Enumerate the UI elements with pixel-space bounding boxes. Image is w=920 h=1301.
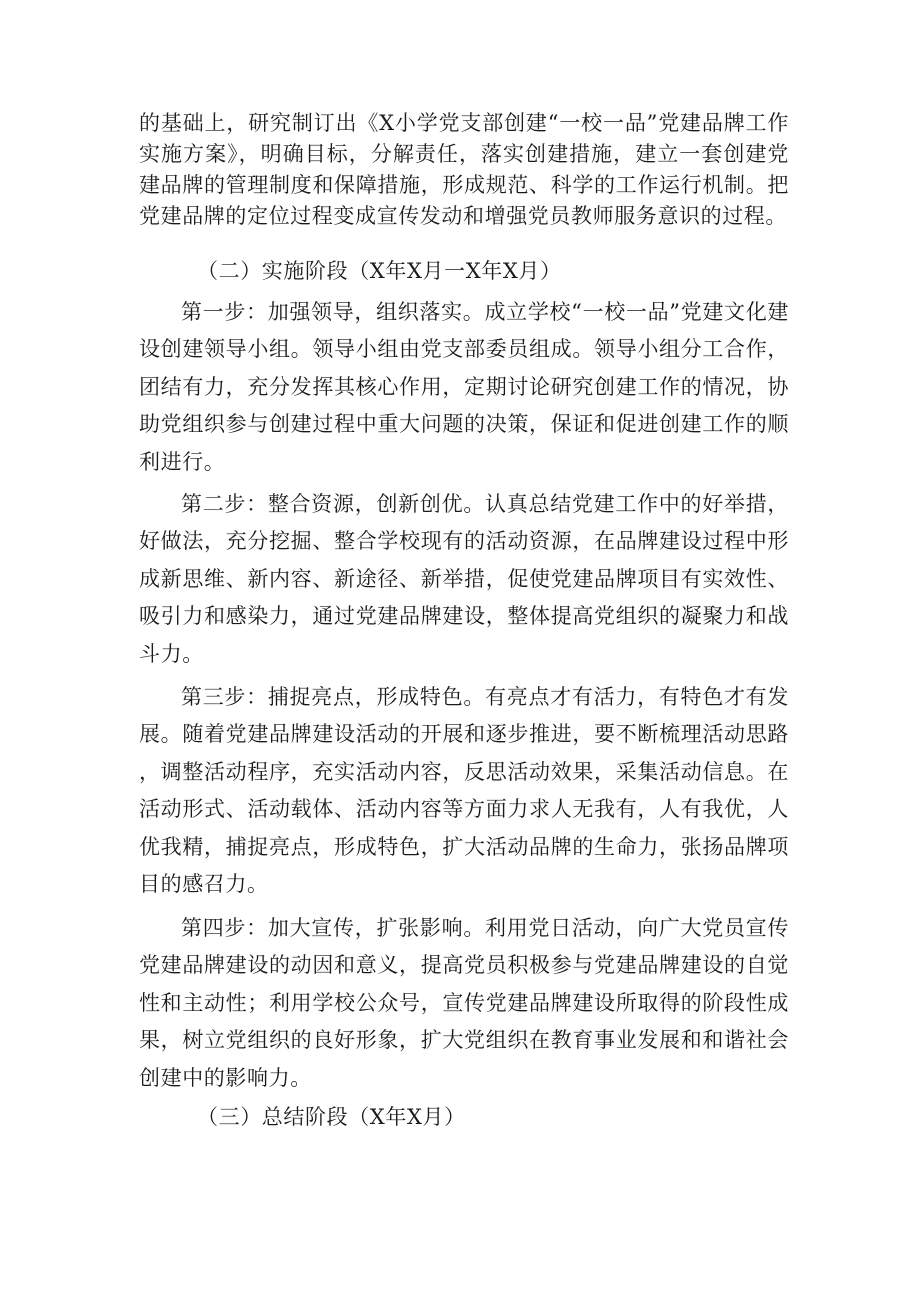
step-three-paragraph: 第三步：捕捉亮点，形成特色。有亮点才有活力，有特色才有发展。随着党建品牌建设活动的开展和逐步推进，要不断梳理活动思路，调整活动程序，充实活动内容，反思活动效果，采集活动信息。在活动形式、活动载体、活动内容等方面力求人无我有，人有我优，人优我精，捕捉亮点，形成特色，扩大活动品牌的生命力，张扬品牌项目的感召力。 xyxy=(139,685,789,897)
step-four-paragraph: 第四步：加大宣传，扩张影响。利用党日活动，向广大党员宣传党建品牌建设的动因和意义，提高党员积极参与党建品牌建设的自觉性和主动性；利用学校公众号，宣传党建品牌建设所取得的阶段性成果，树立党组织的良好形象，扩大党组织在教育事业发展和和谐社会创建中的影响力。 xyxy=(139,916,789,1090)
step-two-paragraph: 第二步：整合资源，创新创优。认真总结党建工作中的好举措，好做法，充分挖掘、整合学校现有的活动资源，在品牌建设过程中形成新思维、新内容、新途径、新举措，促使党建品牌项目有实效性、吸引力和感染力，通过党建品牌建设，整体提高党组织的凝聚力和战斗力。 xyxy=(139,492,789,666)
intro-paragraph: 的基础上，研究制订出《X小学党支部创建“一校一品”党建品牌工作实施方案》，明确目标，分解责任，落实创建措施，建立一套创建党建品牌的管理制度和保障措施，形成规范、科学的工作运行机制。把党建品牌的定位过程变成宣传发动和增强党员教师服务意识的过程。 xyxy=(139,111,789,228)
step-one-paragraph: 第一步：加强领导，组织落实。成立学校“一校一品”党建文化建设创建领导小组。领导小组由党支部委员组成。领导小组分工合作，团结有力，充分发挥其核心作用，定期讨论研究创建工作的情况，协助党组织参与创建过程中重大问题的决策，保证和促进创建工作的顺利进行。 xyxy=(139,300,789,474)
section-three-heading: （三）总结阶段（X年X月） xyxy=(197,1105,466,1129)
section-two-heading: （二）实施阶段（X年X月一X年X月） xyxy=(197,259,562,283)
